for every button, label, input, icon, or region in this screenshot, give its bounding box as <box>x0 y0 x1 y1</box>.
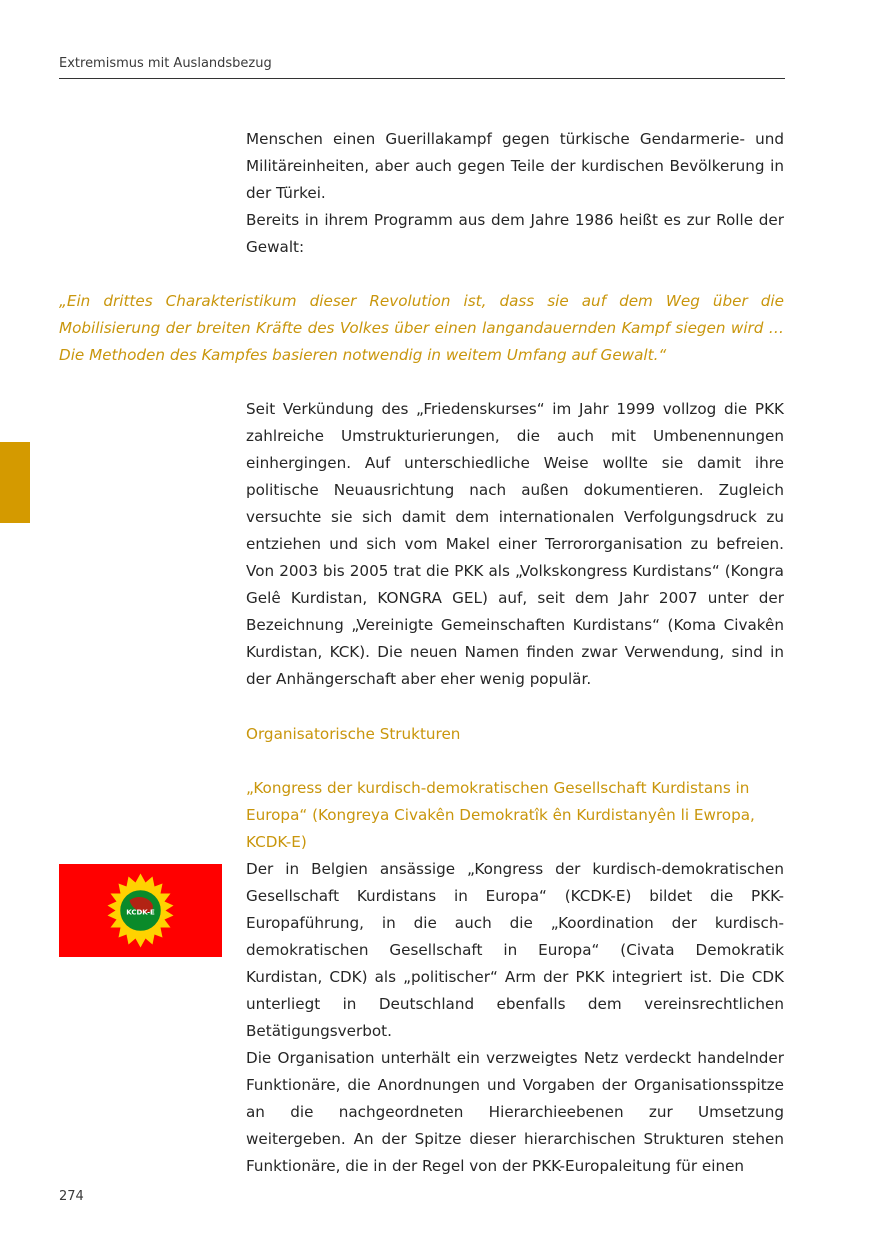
paragraph-5: Die Organisation unterhält ein verzweigtes Netz verdeckt handelnder Funktionäre, die Anordnungen und Vorgaben der Organisationsspitze an die nachgeordneten Hierarchieebenen zur Umsetzung weitergeben. An der Spitze dieser hierarchischen Strukturen stehen Funktionäre, die in der Regel von der PKK-Europaleitung für einen <box>246 1049 784 1175</box>
paragraph-1: Menschen einen Guerillakampf gegen türkische Gendarmerie- und Militäreinheiten, aber auch gegen Teile der kurdischen Bevölkerung in der Türkei. <box>246 130 784 202</box>
emblem-label: KCDK-E <box>126 908 155 917</box>
page-number: 274 <box>59 1189 84 1204</box>
subsection-block <box>246 775 784 1180</box>
program-quote: „Ein drittes Charakteristikum dieser Revolution ist, dass sie auf dem Weg über die Mobilisierung der breiten Kräfte des Volkes über einen langandauernden Kampf siegen wird … Die Methoden des Kampfes basieren notwendig in weitem Umfang auf Gewalt.“ <box>59 292 784 364</box>
paragraph-2: Bereits in ihrem Programm aus dem Jahre 1986 heißt es zur Rolle der Gewalt: <box>246 211 784 256</box>
section-heading: Organisatorische Strukturen <box>246 725 461 743</box>
intro-block <box>246 126 784 261</box>
paragraph-3: Seit Verkündung des „Friedenskurses“ im Jahr 1999 vollzog die PKK zahlreiche Umstrukturierungen, die auch mit Umbenennungen einhergingen. Auf unterschiedliche Weise wollte sie damit ihre politische Neuausrichtung nach außen dokumentieren. Zugleich versuchte sie sich damit dem internationalen Verfolgungsdruck zu entziehen und sich vom Makel einer Terrororganisation zu befreien. Von 2003 bis 2005 trat die PKK als „Volkskongress Kurdistans“ (Kongra Gelê Kurdistan, KONGRA GEL) auf, seit dem Jahr 2007 unter der Bezeichnung „Vereinigte Gemeinschaften Kurdistans“ (Koma Civakên Kurdistan, KCK). Die neuen Namen finden zwar Verwendung, sind in der Anhängerschaft aber eher wenig populär. <box>246 400 784 688</box>
main-block <box>246 396 784 693</box>
running-header: Extremismus mit Auslandsbezug <box>59 56 272 71</box>
kcdk-e-emblem-icon <box>59 864 222 957</box>
header-rule <box>59 78 785 79</box>
kcdk-e-flag <box>59 864 222 957</box>
chapter-tab-marker <box>0 442 30 523</box>
subsection-heading: „Kongress der kurdisch-demokratischen Gesellschaft Kurdistans in Europa“ (Kongreya Civakên Demokratîk ên Kurdistanyên li Ewropa, KCDK-E) <box>246 779 755 851</box>
paragraph-4: Der in Belgien ansässige „Kongress der kurdisch-demokratischen Gesellschaft Kurdistans in Europa“ (KCDK-E) bildet die PKK-Europaführung, in die auch die „Koordination der kurdisch-demokratischen Gesellschaft in Europa“ (Civata Demokratik Kurdistan, CDK) als „politischer“ Arm der PKK integriert ist. Die CDK unterliegt in Deutschland ebenfalls dem vereinsrechtlichen Betätigungsverbot. <box>246 860 784 1040</box>
section-block <box>246 721 784 748</box>
